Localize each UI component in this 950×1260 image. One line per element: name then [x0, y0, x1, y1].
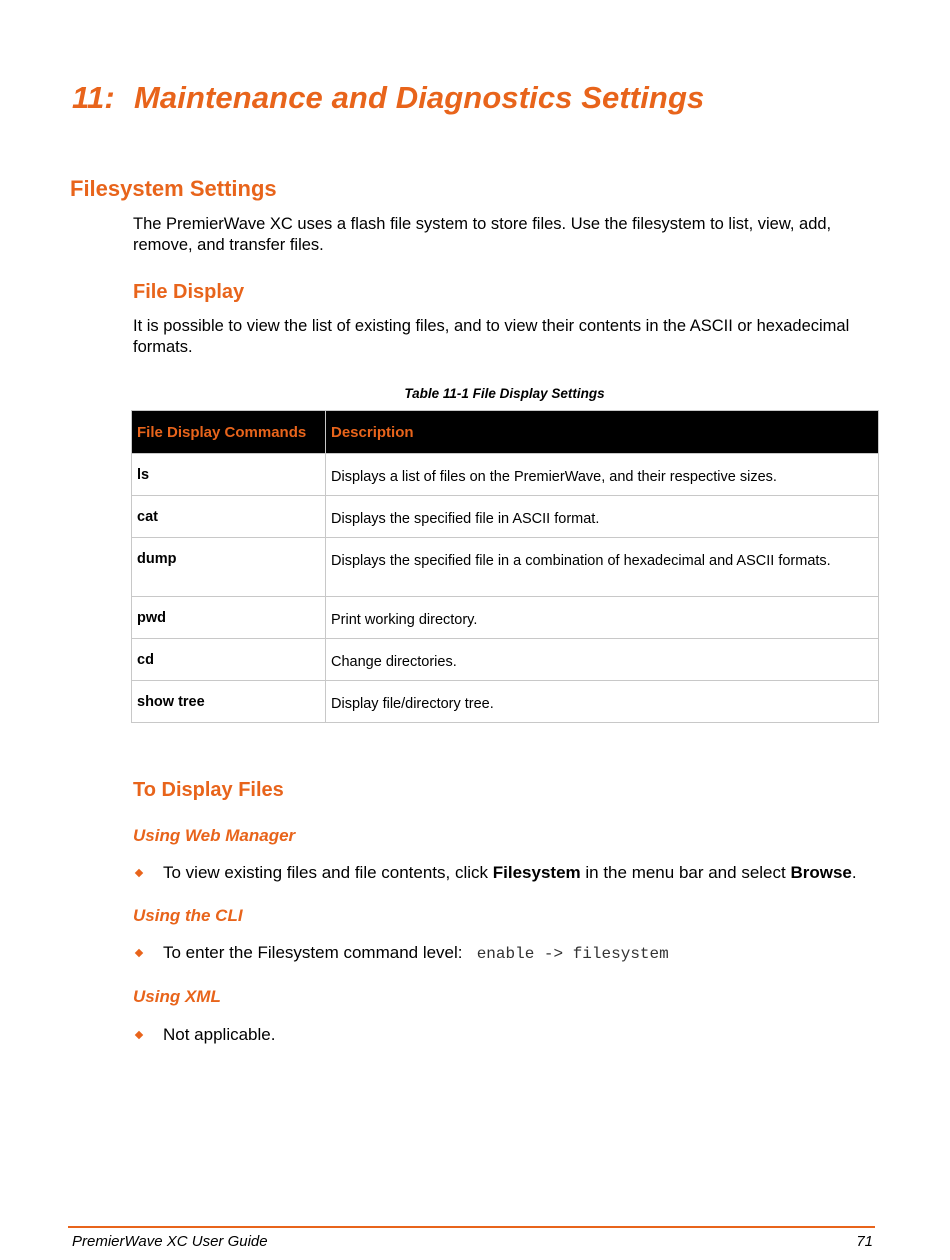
- filesystem-term: Filesystem: [492, 863, 581, 882]
- table-row: [132, 454, 879, 496]
- description-cell: Change directories.: [326, 639, 879, 681]
- file-display-table: [131, 410, 879, 723]
- description-cell: Displays a list of files on the PremierWave, and their respective sizes.: [326, 454, 879, 496]
- xml-text: Not applicable.: [163, 1025, 276, 1044]
- chapter-title-text: Maintenance and Diagnostics Settings: [134, 80, 705, 115]
- xml-bullet: [133, 1024, 878, 1046]
- cli-text: [163, 942, 878, 965]
- web-manager-heading: Using Web Manager: [133, 826, 296, 845]
- cli-heading: Using the CLI: [133, 906, 243, 925]
- bullet-icon: [135, 949, 143, 957]
- table-row: [132, 538, 879, 597]
- command-cell: dump: [132, 538, 326, 597]
- text-part: To enter the Filesystem command level:: [163, 943, 463, 962]
- section-intro: The PremierWave XC uses a flash file system to store files. Use the filesystem to list, view, add, remove, and transfer files.: [133, 215, 832, 254]
- footer-divider: [68, 1226, 875, 1228]
- bullet-icon: [135, 869, 143, 877]
- header-commands: File Display Commands: [132, 411, 326, 454]
- command-cell: pwd: [132, 597, 326, 639]
- chapter-title: [72, 80, 704, 116]
- table-caption: Table 11-1 File Display Settings: [404, 386, 605, 401]
- command-cell: cd: [132, 639, 326, 681]
- command-cell: ls: [132, 454, 326, 496]
- file-display-text: It is possible to view the list of existing files, and to view their contents in the ASCII or hexadecimal formats.: [133, 317, 850, 356]
- description-cell: Display file/directory tree.: [326, 681, 879, 723]
- section-title: Filesystem Settings: [70, 176, 277, 201]
- chapter-number: 11:: [72, 80, 115, 115]
- web-manager-text: [163, 862, 878, 884]
- command-cell: cat: [132, 496, 326, 538]
- page-number: 71: [856, 1233, 873, 1250]
- header-description: Description: [326, 411, 879, 454]
- to-display-title: To Display Files: [133, 779, 284, 801]
- table-row: [132, 639, 879, 681]
- footer-title: PremierWave XC User Guide: [72, 1233, 268, 1250]
- web-manager-bullet: [133, 862, 878, 884]
- cli-bullet: [133, 942, 878, 965]
- table-row: [132, 681, 879, 723]
- description-cell: Print working directory.: [326, 597, 879, 639]
- text-part: .: [851, 863, 857, 882]
- text-part: in the menu bar and select: [580, 863, 791, 882]
- bullet-icon: [135, 1031, 143, 1039]
- cli-command: enable -> filesystem: [476, 945, 669, 963]
- file-display-title: File Display: [133, 281, 245, 303]
- browse-term: Browse: [790, 863, 852, 882]
- description-cell: Displays the specified file in a combination of hexadecimal and ASCII formats.: [326, 538, 879, 597]
- xml-heading: Using XML: [133, 987, 221, 1006]
- command-cell: show tree: [132, 681, 326, 723]
- table-row: [132, 597, 879, 639]
- text-part: To view existing files and file contents, click: [163, 863, 493, 882]
- table-row: [132, 496, 879, 538]
- table-header-row: [132, 411, 879, 454]
- description-cell: Displays the specified file in ASCII format.: [326, 496, 879, 538]
